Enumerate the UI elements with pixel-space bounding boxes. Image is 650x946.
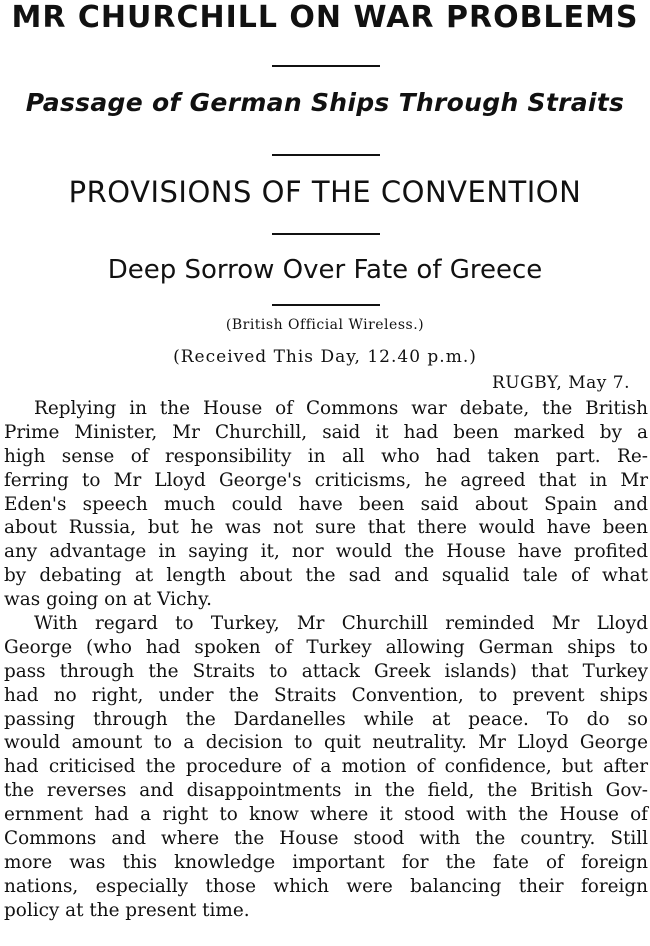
body-line: would amount to a decision to quit neutrality. Mr Lloyd George [4, 732, 648, 754]
body-line: Eden's speech much could have been said about Spain and [4, 493, 648, 515]
headline-rule-3 [272, 233, 380, 235]
body-line: Commons and where the House stood with the country. Still [4, 828, 648, 850]
body-line: pass through the Straits to attack Greek islands) that Turkey [4, 660, 648, 682]
body-line: Prime Minister, Mr Churchill, said it had been marked by a [4, 421, 648, 443]
body-line: With regard to Turkey, Mr Churchill reminded Mr Lloyd [34, 613, 648, 635]
subhead-provisions: PROVISIONS OF THE CONVENTION [68, 175, 582, 209]
body-line: had no right, under the Straits Convention, to prevent ships [4, 684, 648, 706]
body-line: policy at the present time. [4, 899, 250, 921]
body-line: any advantage in saying it, nor would the House have profited [4, 541, 648, 563]
subhead-passage: Passage of German Ships Through Straits [25, 88, 625, 117]
body-line: high sense of responsibility in all who had taken part. Re- [4, 445, 648, 467]
headline-rule-1 [272, 65, 380, 67]
body-line: Replying in the House of Commons war debate, the British [34, 398, 648, 419]
paragraph-1 [4, 397, 648, 612]
body-line: passing through the Dardanelles while at peace. To do so [4, 708, 648, 730]
dateline: RUGBY, May 7. [491, 373, 630, 393]
body-line: had criticised the procedure of a motion of confidence, but after [4, 756, 648, 778]
article-body [4, 397, 648, 923]
body-line: the reverses and disappointments in the field, the British Gov- [4, 780, 648, 802]
headline-rule-4 [272, 304, 380, 306]
body-line: by debating at length about the sad and squalid tale of what [4, 565, 648, 587]
body-line: about Russia, but he was not sure that there would have been [4, 517, 648, 539]
body-line: ernment had a right to know where it stood with the House of [4, 804, 648, 826]
paragraph-2 [4, 612, 648, 923]
body-line: more was this knowledge important for the fate of foreign [4, 851, 648, 873]
source-credit: (British Official Wireless.) [225, 317, 425, 333]
headline: MR CHURCHILL ON WAR PROBLEMS [11, 0, 639, 35]
body-line: ferring to Mr Lloyd George's criticisms, he agreed that in Mr [4, 469, 648, 491]
body-line: George (who had spoken of Turkey allowing German ships to [4, 636, 648, 658]
received-time: (Received This Day, 12.40 p.m.) [173, 347, 477, 367]
subhead-greece: Deep Sorrow Over Fate of Greece [107, 255, 543, 285]
headline-rule-2 [272, 154, 380, 156]
body-line: nations, especially those which were balancing their foreign [4, 875, 648, 897]
body-line: was going on at Vichy. [4, 589, 212, 611]
